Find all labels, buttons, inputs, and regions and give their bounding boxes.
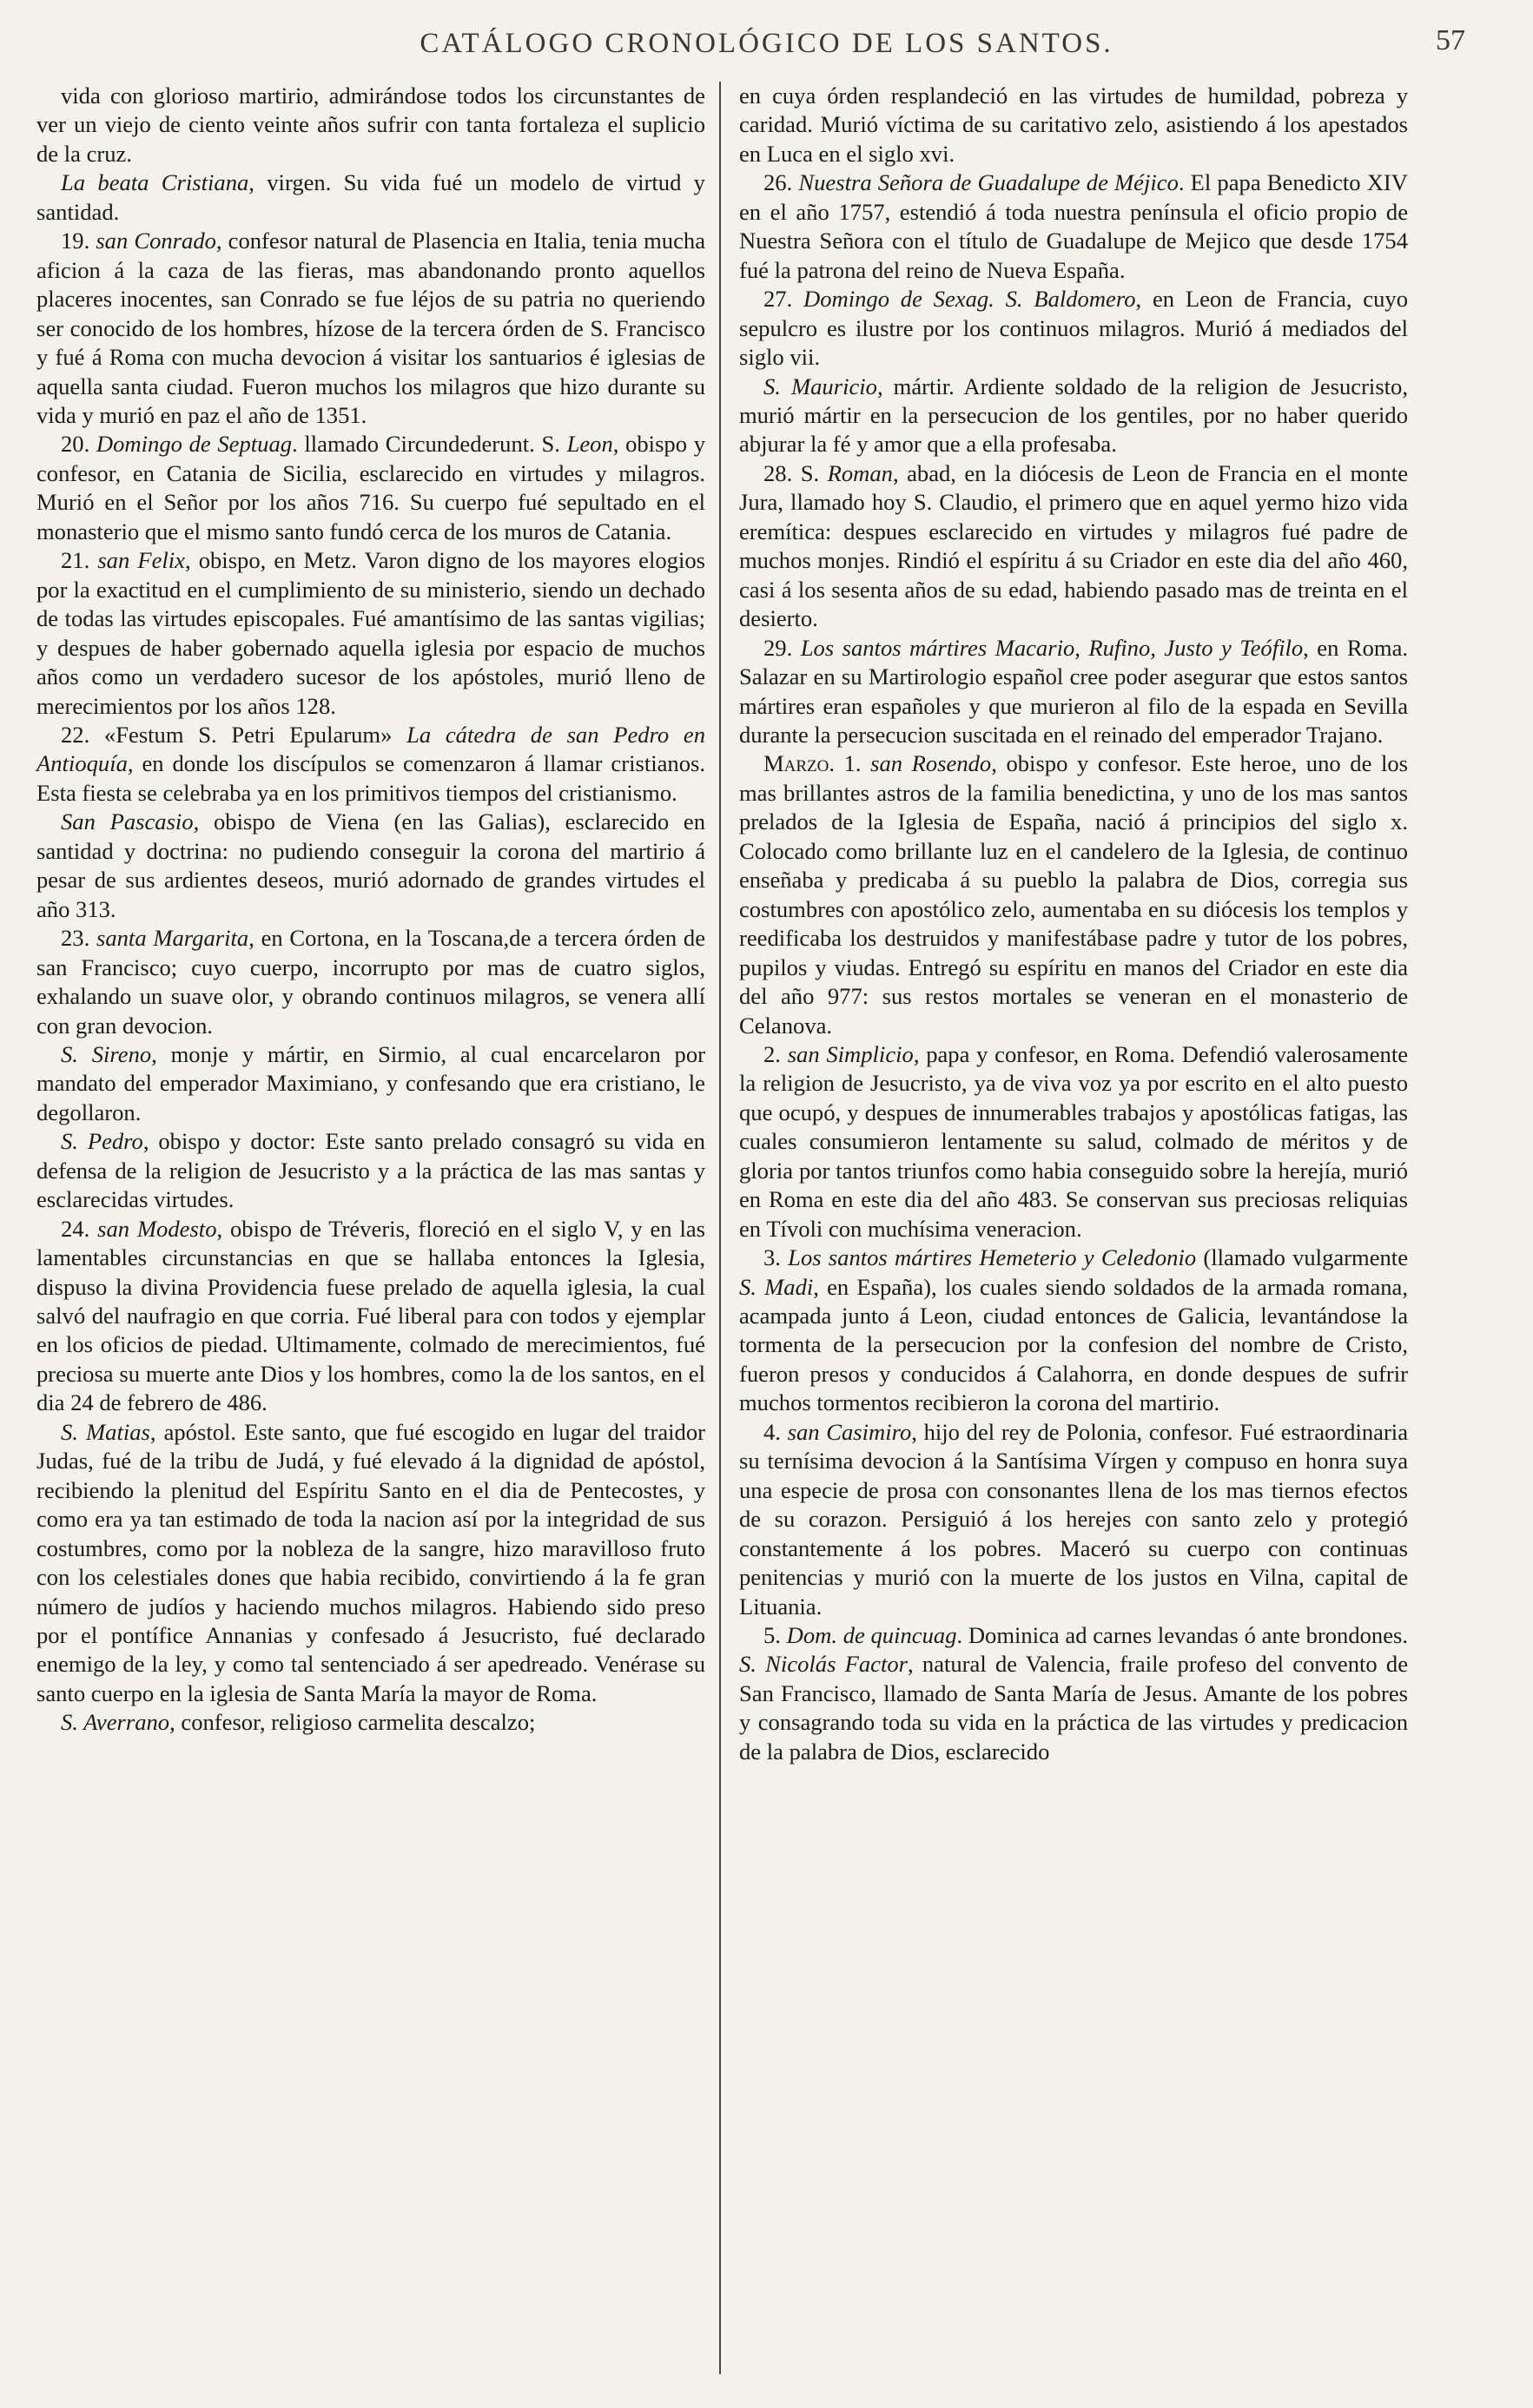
saint-name: santa Margarita bbox=[96, 925, 249, 952]
month-heading: Marzo bbox=[763, 750, 829, 777]
entry-text: , obispo, en Metz. Varon digno de los mayores elogios por la exactitud en el cumplimiento de su ministerio, siendo un dechado de todas las virtudes episcopales. Fué amantísimo de las santas vigilias; y despues de haber gobernado aquella iglesia por espacio de muchos años como un verdadero sucesor de los apóstoles, murió lleno de merecimientos por los años 128. bbox=[36, 547, 705, 719]
entry-text: , mártir. Ardiente soldado de la religion de Jesucristo, murió mártir en la persecucion de los gentiles, por no haber querido abjurar la fé y amor que a ella profesaba. bbox=[739, 373, 1409, 458]
entry-text: , confesor, religioso carmelita descalzo; bbox=[169, 1709, 536, 1736]
left-column bbox=[36, 82, 705, 1738]
entry-text: 19. bbox=[61, 228, 96, 254]
saint-name: Domingo de Septuag bbox=[96, 431, 293, 458]
saint-name: La cátedra de san Pedro en Antioquía bbox=[36, 721, 705, 777]
entry-text: . 1. bbox=[829, 750, 871, 777]
entry-text: , papa y confesor, en Roma. Defendió valerosamente la religion de Jesucristo, ya de viva voz ya por escrito en el alto puesto que ocupó, y despues de innumerables trabajos y apostólicas fatigas, las cuales consumieron lentamente su salud, colmado de méritos y de gloria por tantos triunfos como habia conseguido sobre la herejía, murió en Roma en este dia del año 483. Se conservan sus preciosas reliquias en Tívoli con muchísima veneracion. bbox=[739, 1040, 1409, 1242]
entry-paragraph bbox=[36, 168, 705, 227]
entry-paragraph bbox=[36, 1215, 705, 1418]
entry-paragraph bbox=[739, 1040, 1408, 1244]
saint-name: Domingo de Sexag. S. Baldomero bbox=[803, 286, 1136, 313]
entry-text: , obispo de Viena (en las Galias), esclarecido en santidad y doctrina: no pudiendo conseguir la corona del martirio á pesar de sus ardientes deseos, murió adornado de grandes virtudes el año 313. bbox=[36, 808, 705, 922]
entry-paragraph bbox=[36, 1127, 705, 1214]
entry-paragraph bbox=[36, 1418, 705, 1709]
saint-name: san Felix bbox=[97, 547, 185, 574]
entry-text: 28. S. bbox=[763, 459, 828, 486]
running-title: CATÁLOGO CRONOLÓGICO DE LOS SANTOS. bbox=[420, 28, 1113, 59]
entry-paragraph bbox=[739, 1244, 1408, 1418]
saint-name: san Rosendo bbox=[870, 750, 992, 777]
entry-paragraph bbox=[36, 924, 705, 1040]
saint-name: La beata Cristiana bbox=[61, 169, 249, 196]
entry-text: , hijo del rey de Polonia, confesor. Fué estraordinaria su ternísima devocion á la Santísima Vírgen y compuso en honra suya una especie de prosa con consonantes llena de los mas tiernos efectos de su corazon. Persiguió á los herejes con santo zelo y protegió constantemente á los pobres. Maceró su cuerpo con continuas penitencias y murió con la muerte de los justos en Vilna, capital de Lituania. bbox=[739, 1418, 1408, 1620]
right-column bbox=[739, 82, 1408, 1766]
entry-paragraph bbox=[36, 1708, 705, 1737]
entry-text: , obispo de Tréveris, floreció en el siglo V, y en las lamentables circunstancias en que se hallaba entonces la Iglesia, dispuso la divina Providencia fuese prelado de aquella iglesia, la cual salvó del naufragio en que corria. Fué liberal para con todos y ejemplar en los oficios de piedad. Ultimamente, colmado de merecimientos, fué preciosa su muerte ante Dios y los hombres, como la de los santos, en el dia 24 de febrero de 486. bbox=[36, 1215, 705, 1416]
entry-text: , natural de Valencia, fraile profeso del convento de San Francisco, llamado de Santa María de Jesus. Amante de los pobres y consagrando toda su vida en la práctica de las virtudes y predicacion de la palabra de Dios, esclarecido bbox=[739, 1651, 1408, 1765]
entry-text: 22. «Festum S. Petri Epularum» bbox=[61, 721, 407, 748]
saint-name: S. Madi bbox=[739, 1273, 814, 1300]
entry-paragraph bbox=[739, 373, 1408, 459]
entry-paragraph bbox=[36, 82, 705, 168]
entry-text: 20. bbox=[61, 431, 96, 458]
entry-paragraph bbox=[36, 1040, 705, 1127]
entry-paragraph bbox=[739, 459, 1408, 634]
saint-name: S. Mauricio bbox=[763, 373, 877, 399]
entry-text: , monje y mártir, en Sirmio, al cual encarcelaron por mandato del emperador Maximiano, y confesando que era cristiano, le degollaron. bbox=[36, 1040, 705, 1125]
saint-name: Dom. de quincuag bbox=[786, 1622, 957, 1649]
entry-paragraph bbox=[739, 82, 1408, 168]
entry-paragraph bbox=[739, 1418, 1408, 1621]
saint-name: San Pascasio bbox=[61, 808, 194, 835]
page-header bbox=[0, 19, 1533, 71]
saint-name: Nuestra Señora de Guadalupe de Méjico bbox=[798, 169, 1179, 196]
entry-text: , apóstol. Este santo, que fué escogido en lugar del traidor Judas, fué de la tribu de Judá, y fué elevado á la dignidad de apóstol, recibiendo la plenitud del Espíritu Santo en el dia de Pentecostes, y como era ya tan estimado de toda la nacion así por la integridad de sus costumbres, como por la nobleza de la sangre, hizo maravilloso fruto con los celestiales dones que habia recibido, convirtiendo á la fe gran número de judíos y haciendo muchos milagros. Habiendo sido preso por el pontífice Annanias y confesado á Jesucristo, fué declarado enemigo de la ley, y como tal sentenciado á ser apedreado. Venérase su santo cuerpo en la iglesia de Santa María la mayor de Roma. bbox=[36, 1418, 705, 1706]
entry-text: , en Roma. Salazar en su Martirologio español cree poder asegurar que estos santos mártires eran españoles y que murieron al filo de la espada en Sevilla durante la persecucion suscitada en el reinado del emperador Trajano. bbox=[739, 634, 1409, 748]
entry-paragraph bbox=[36, 227, 705, 430]
entry-text: . El papa Benedicto XIV en el año 1757, estendió á toda nuestra península el oficio propio de Nuestra Señora con el título de Guadalupe de Mejico que desde 1754 fué la patrona del reino de Nueva España. bbox=[739, 169, 1408, 283]
entry-paragraph bbox=[739, 634, 1408, 750]
entry-text: 21. bbox=[61, 547, 98, 574]
entry-text: 3. bbox=[763, 1244, 789, 1271]
saint-name: S. Nicolás Factor bbox=[739, 1651, 909, 1678]
entry-text: 4. bbox=[763, 1418, 788, 1445]
entry-paragraph bbox=[739, 168, 1408, 285]
saint-name: Roman bbox=[827, 459, 893, 486]
entry-text: 24. bbox=[61, 1215, 98, 1242]
entry-paragraph bbox=[36, 808, 705, 924]
saint-name: san Modesto bbox=[97, 1215, 217, 1242]
entry-text: , en España), los cuales siendo soldados de la armada romana, acampada junto á Leon, ciudad entonces de Galicia, levantándose la tormenta de la persecucion por la confesion del nombre de Cristo, fueron presos y conducidos á Calahorra, en donde despues de sufrir muchos tormentos recibieron la corona del martirio. bbox=[739, 1273, 1408, 1416]
entry-text: 26. bbox=[763, 169, 799, 196]
saint-name: S. Averrano bbox=[61, 1709, 170, 1736]
page-number: 57 bbox=[1436, 24, 1465, 56]
entry-paragraph bbox=[739, 749, 1408, 1040]
entry-text: , obispo y doctor: Este santo prelado consagró su vida en defensa de la religion de Jesucristo y a la práctica de las mas santas y esclarecidas virtudes. bbox=[36, 1128, 705, 1213]
entry-text: en cuya órden resplandeció en las virtudes de humildad, pobreza y caridad. Murió víctima de su caritativo zelo, asistiendo á los apestados en Luca en el siglo xvi. bbox=[739, 82, 1408, 167]
saint-name: S. Sireno bbox=[61, 1040, 152, 1067]
entry-text: , en donde los discípulos se comenzaron á llamar cristianos. Esta fiesta se celebraba ya en los primitivos tiempos del cristianismo. bbox=[36, 750, 705, 806]
entry-text: 5. bbox=[763, 1622, 787, 1649]
entry-text: , obispo y confesor, en Catania de Sicilia, esclarecido en virtudes y milagros. Murió en el Señor por los años 716. Su cuerpo fué sepultado en el monasterio que el mismo santo fundó cerca de los muros de Catania. bbox=[36, 431, 705, 544]
saint-name: Leon bbox=[566, 431, 613, 458]
saint-name: Los santos mártires Macario, Rufino, Justo y Teófilo bbox=[800, 634, 1304, 661]
entry-paragraph bbox=[36, 546, 705, 721]
entry-paragraph bbox=[739, 285, 1408, 372]
entry-text: , en Leon de Francia, cuyo sepulcro es ilustre por los continuos milagros. Murió á mediados del siglo vii. bbox=[739, 286, 1409, 371]
entry-text: . llamado Circundederunt. S. bbox=[292, 431, 567, 458]
saint-name: san Casimiro bbox=[787, 1418, 912, 1445]
entry-text: , virgen. Su vida fué un modelo de virtud y santidad. bbox=[36, 169, 705, 225]
entry-text: 23. bbox=[61, 925, 96, 952]
entry-text: 27. bbox=[763, 286, 804, 313]
entry-text: , obispo y confesor. Este heroe, uno de los mas brillantes astros de la familia benedictina, y uno de los mas santos prelados de la Iglesia de España, nació á principios del siglo x. Colocado como brillante luz en el candelero de la Iglesia, de continuo enseñaba y predicaba á su pueblo la palabra de Dios, corregia sus costumbres con apostólico zelo, aumentaba en su diócesis los templos y reedificaba los destruidos y manifestábase padre y tutor de los pobres, pupilos y viudas. Entregó su espíritu en manos del Criador en este dia del año 977: sus restos mortales se veneran en el monasterio de Celanova. bbox=[739, 750, 1408, 1039]
entry-text: 2. bbox=[763, 1040, 788, 1067]
entry-text: vida con glorioso martirio, admirándose todos los circunstantes de ver un viejo de ciento veinte años sufrir con tanta fortaleza el suplicio de la cruz. bbox=[36, 82, 705, 167]
entry-text: (llamado vulgarmente bbox=[1196, 1244, 1408, 1271]
saint-name: S. Matias bbox=[61, 1418, 150, 1445]
column-divider bbox=[719, 82, 721, 2374]
saint-name: san Simplicio bbox=[787, 1040, 914, 1067]
saint-name: san Conrado bbox=[96, 228, 216, 254]
entry-paragraph bbox=[36, 430, 705, 546]
entry-text: 29. bbox=[763, 634, 801, 661]
saint-name: Los santos mártires Hemeterio y Celedonio bbox=[788, 1244, 1197, 1271]
entry-text: , en Cortona, en la Toscana,de a tercera órden de san Francisco; cuyo cuerpo, incorrupto por mas de cuatro siglos, exhalando un suave olor, y obrando continuos milagros, se venera allí con gran devocion. bbox=[36, 925, 705, 1039]
entry-text: , confesor natural de Plasencia en Italia, tenia mucha aficion á la caza de las fieras, mas abandonando pronto aquellos placeres inocentes, san Conrado se fue léjos de su patria no queriendo ser conocido de los hombres, hízose de la tercera órden de S. Francisco y fué á Roma con mucha devocion á visitar los santuarios é iglesias de aquella santa ciudad. Fueron muchos los milagros que hizo durante su vida y murió en paz el año de 1351. bbox=[36, 228, 706, 428]
entry-paragraph bbox=[739, 1621, 1408, 1766]
entry-text: , abad, en la diócesis de Leon de Francia en el monte Jura, llamado hoy S. Claudio, el primero que en aquel yermo hizo vida eremítica: despues esclarecido en virtudes y milagros fué padre de muchos monjes. Rindió el espíritu á su Criador en este dia del año 460, casi á los sesenta años de su edad, habiendo pasado mas de treinta en el desierto. bbox=[739, 459, 1409, 632]
entry-text: . Dominica ad carnes levandas ó ante brondones. bbox=[956, 1622, 1409, 1649]
saint-name: S. Pedro bbox=[61, 1128, 143, 1155]
entry-paragraph bbox=[36, 721, 705, 808]
